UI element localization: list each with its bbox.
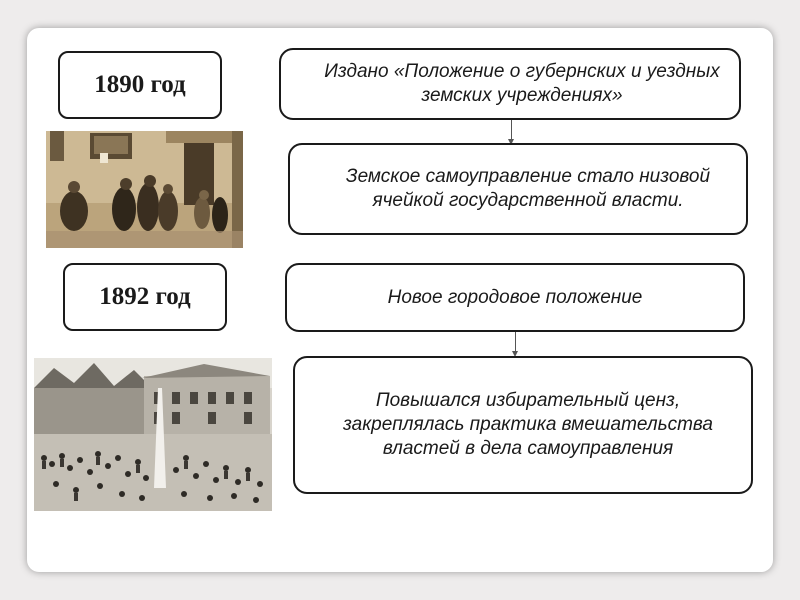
arrow-down-2 xyxy=(515,332,516,352)
year-1892-box xyxy=(63,263,227,331)
city-statute-text: Новое городовое положение xyxy=(387,286,643,308)
city-result-text: Повышался избирательный ценз, закреплялась практика вмешательства властей в дела самоуправления xyxy=(343,390,713,459)
town-square-photo xyxy=(34,358,272,511)
year-1892-label: 1892 год xyxy=(99,283,191,310)
peasants-photo-image xyxy=(46,131,243,248)
arrow-down-1 xyxy=(511,120,512,140)
zemstvo-statute-box xyxy=(279,48,741,120)
peasants-photo xyxy=(46,131,243,248)
city-statute-box xyxy=(285,263,745,332)
year-1890-box xyxy=(58,51,222,119)
zemstvo-statute-text: Издано «Положение о губернских и уездных земских учреждениях» xyxy=(324,61,720,106)
town-square-photo-image xyxy=(34,358,272,511)
zemstvo-result-box xyxy=(288,143,748,235)
city-result-box xyxy=(293,356,753,494)
zemstvo-result-text: Земское самоуправление стало низовой ячейкой государственной власти. xyxy=(345,166,711,211)
year-1890-label: 1890 год xyxy=(94,71,186,98)
